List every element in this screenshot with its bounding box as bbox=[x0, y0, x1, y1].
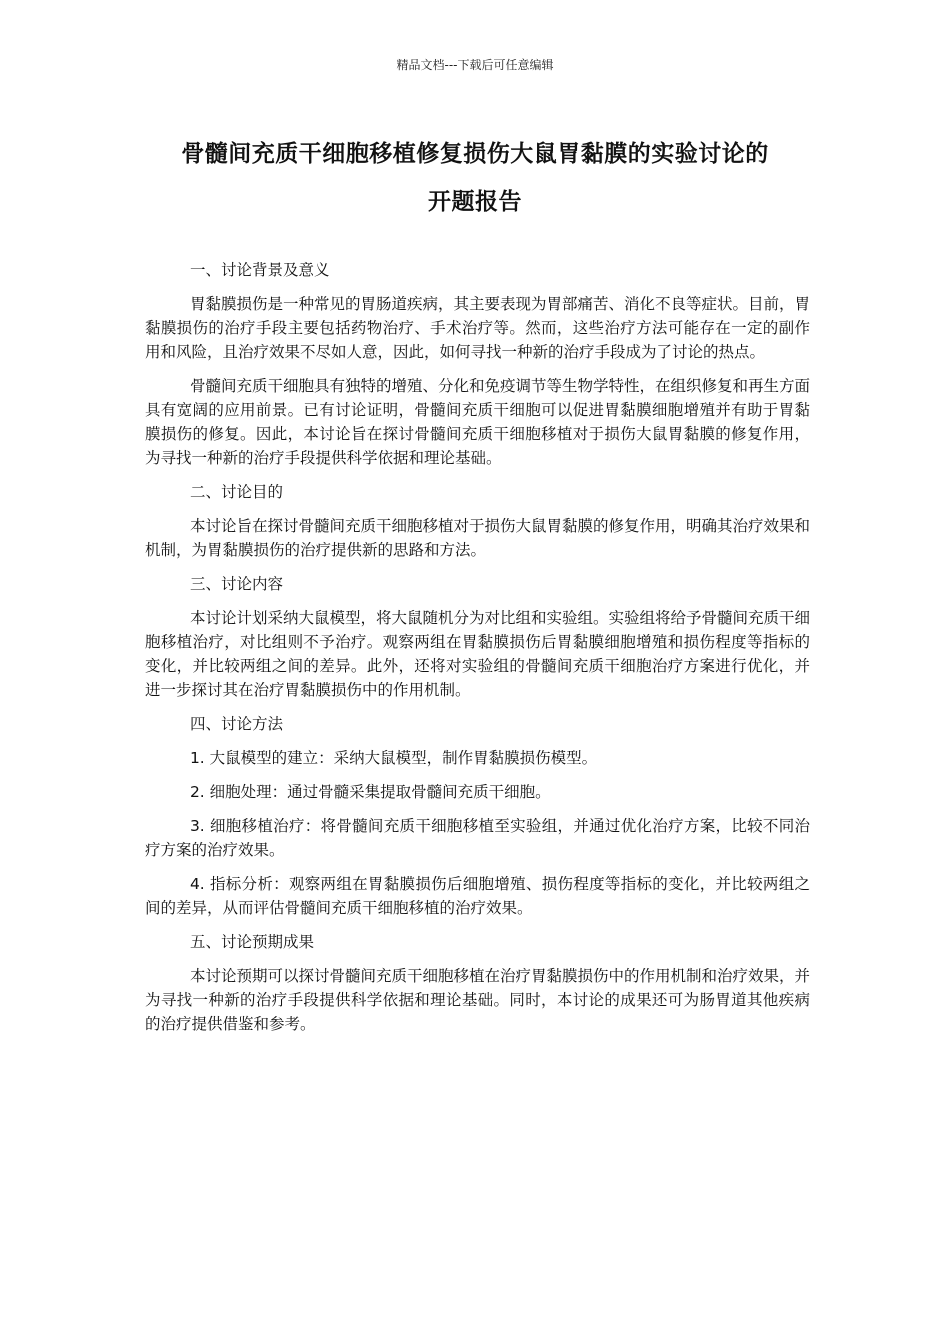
document-body bbox=[145, 258, 810, 1046]
section-2-heading: 二、讨论目的 bbox=[189, 483, 283, 501]
section-1-heading: 一、讨论背景及意义 bbox=[189, 261, 330, 279]
section-4-heading: 四、讨论方法 bbox=[189, 715, 283, 733]
section-1-paragraph-2: 骨髓间充质干细胞具有独特的增殖、分化和免疫调节等生物学特性，在组织修复和再生方面具有宽阔的应用前景。已有讨论证明，骨髓间充质干细胞可以促进胃黏膜细胞增殖并有助于胃黏膜损伤的修复。因此，本讨论旨在探讨骨髓间充质干细胞移植对于损伤大鼠胃黏膜的修复作用，为寻找一种新的治疗手段提供科学依据和理论基础。 bbox=[145, 377, 810, 467]
method-item-1: 1. 大鼠模型的建立：采纳大鼠模型，制作胃黏膜损伤模型。 bbox=[189, 749, 598, 767]
section-5-paragraph-1: 本讨论预期可以探讨骨髓间充质干细胞移植在治疗胃黏膜损伤中的作用机制和治疗效果，并为寻找一种新的治疗手段提供科学依据和理论基础。同时，本讨论的成果还可为肠胃道其他疾病的治疗提供借鉴和参考。 bbox=[145, 967, 810, 1033]
section-1-paragraph-1: 胃黏膜损伤是一种常见的胃肠道疾病，其主要表现为胃部痛苦、消化不良等症状。目前，胃黏膜损伤的治疗手段主要包括药物治疗、手术治疗等。然而，这些治疗方法可能存在一定的副作用和风险，且治疗效果不尽如人意，因此，如何寻找一种新的治疗手段成为了讨论的热点。 bbox=[145, 295, 810, 361]
page-header: 精品文档---下载后可任意编辑 bbox=[396, 58, 554, 72]
section-3-heading: 三、讨论内容 bbox=[189, 575, 283, 593]
section-2-paragraph-1: 本讨论旨在探讨骨髓间充质干细胞移植对于损伤大鼠胃黏膜的修复作用，明确其治疗效果和机制，为胃黏膜损伤的治疗提供新的思路和方法。 bbox=[145, 517, 810, 559]
title-line-1: 骨髓间充质干细胞移植修复损伤大鼠胃黏膜的实验讨论的 bbox=[181, 141, 769, 167]
section-3-paragraph-1: 本讨论计划采纳大鼠模型，将大鼠随机分为对比组和实验组。实验组将给予骨髓间充质干细胞移植治疗，对比组则不予治疗。观察两组在胃黏膜损伤后胃黏膜细胞增殖和损伤程度等指标的变化，并比较两组之间的差异。此外，还将对实验组的骨髓间充质干细胞治疗方案进行优化，并进一步探讨其在治疗胃黏膜损伤中的作用机制。 bbox=[145, 609, 810, 699]
section-5-heading: 五、讨论预期成果 bbox=[189, 933, 314, 951]
title-line-2: 开题报告 bbox=[428, 189, 522, 215]
method-item-3: 3. 细胞移植治疗：将骨髓间充质干细胞移植至实验组，并通过优化治疗方案，比较不同治疗方案的治疗效果。 bbox=[145, 817, 810, 859]
method-item-4: 4. 指标分析：观察两组在胃黏膜损伤后细胞增殖、损伤程度等指标的变化，并比较两组之间的差异，从而评估骨髓间充质干细胞移植的治疗效果。 bbox=[145, 875, 810, 917]
method-item-2: 2. 细胞处理：通过骨髓采集提取骨髓间充质干细胞。 bbox=[189, 783, 551, 801]
document-title bbox=[145, 130, 805, 226]
